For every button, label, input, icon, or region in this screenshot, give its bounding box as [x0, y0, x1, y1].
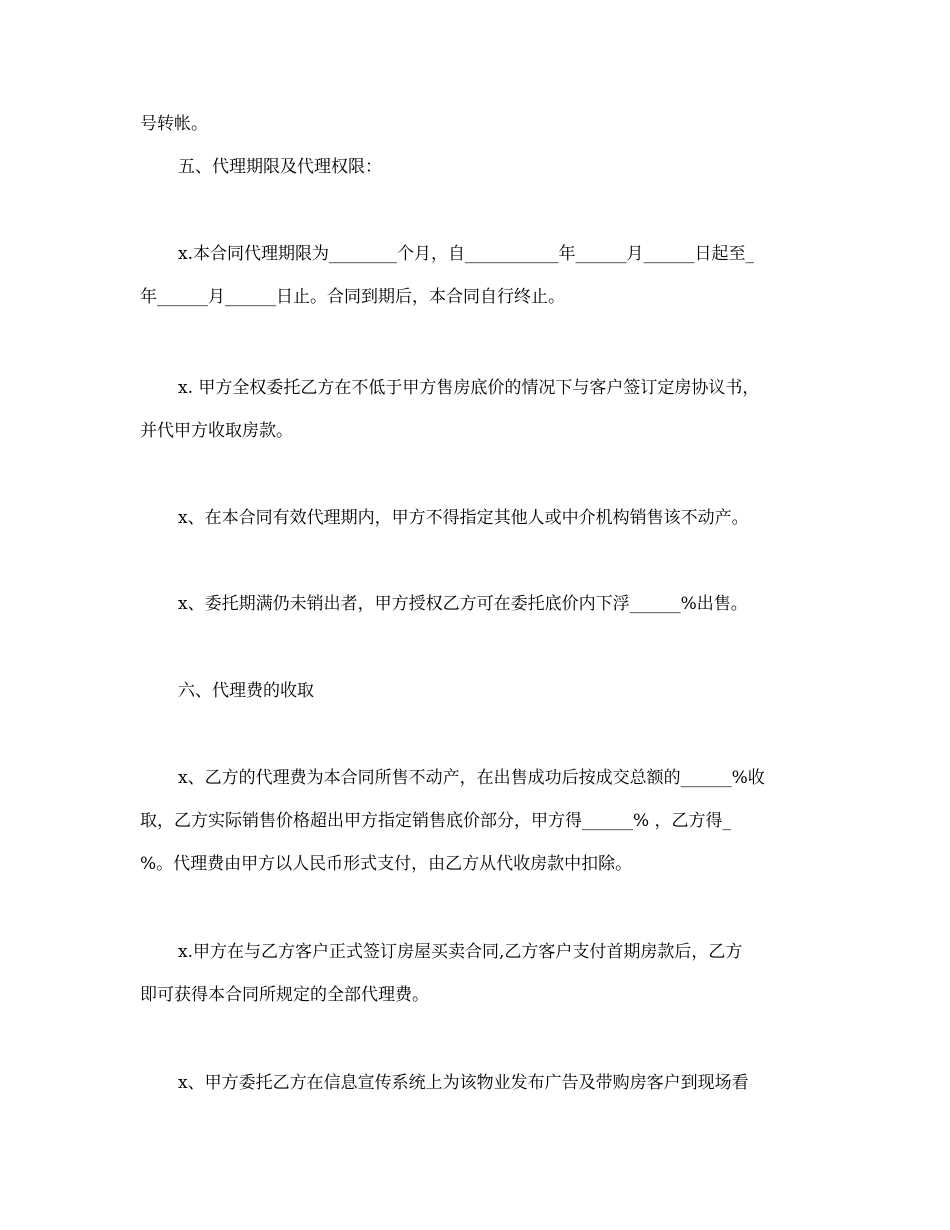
section-heading: 五、代理期限及代理权限：: [178, 157, 382, 177]
text-line: 即可获得本合同所规定的全部代理费。: [140, 985, 429, 1005]
text-line: x.甲方在与乙方客户正式签订房屋买卖合同,乙方客户支付首期房款后，乙方: [178, 942, 743, 962]
text-line: 年______月______日止。合同到期后，本合同自行终止。: [140, 287, 565, 307]
text-line: %。代理费由甲方以人民币形式支付，由乙方从代收房款中扣除。: [140, 854, 633, 874]
text-line: x、甲方委托乙方在信息宣传系统上为该物业发布广告及带购房客户到现场看: [178, 1073, 749, 1093]
text-line: x. 甲方全权委托乙方在不低于甲方售房底价的情况下与客户签订定房协议书，: [178, 378, 760, 398]
text-line: x、在本合同有效代理期内，甲方不得指定其他人或中介机构销售该不动产。: [178, 508, 749, 528]
text-line: x.本合同代理期限为________个月，自___________年______月______日起至_: [178, 244, 754, 264]
text-line: 号转帐。: [140, 114, 208, 134]
text-line: 并代甲方收取房款。: [140, 421, 293, 441]
text-line: x、委托期满仍未销出者，甲方授权乙方可在委托底价内下浮______%出售。: [178, 594, 748, 614]
text-line: 取，乙方实际销售价格超出甲方指定销售底价部分，甲方得______% ，乙方得_: [140, 811, 732, 831]
text-line: x、乙方的代理费为本合同所售不动产，在出售成功后按成交总额的______%收: [178, 768, 765, 788]
section-heading: 六、代理费的收取: [178, 681, 314, 701]
